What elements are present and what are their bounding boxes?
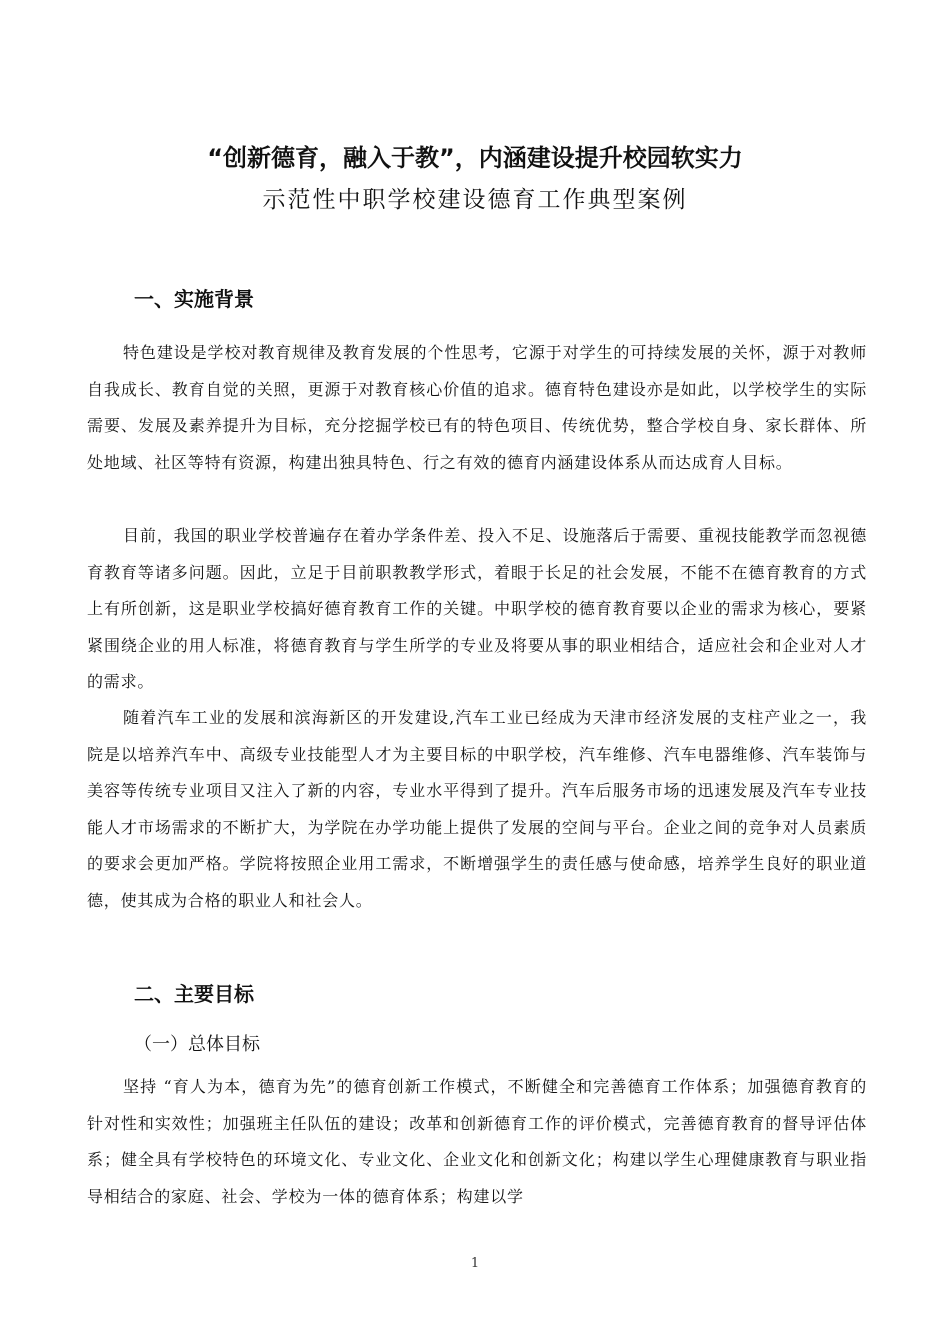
document-title: “创新德育，融入于教”，内涵建设提升校园软实力 xyxy=(207,144,743,172)
section-heading-goals: 二、主要目标 xyxy=(134,982,254,1006)
section-heading-background: 一、实施背景 xyxy=(134,287,254,311)
subsection-heading-overall-goal: （一）总体目标 xyxy=(134,1034,260,1055)
paragraph-background-1: 特色建设是学校对教育规律及教育发展的个性思考，它源于对学生的可持续发展的关怀，源于对教师自我成长、教育自觉的关照，更源于对教育核心价值的追求。德育特色建设亦是如此，以学校学生的实际需要、发展及素养提升为目标，充分挖掘学校已有的特色项目、传统优势，整合学校自身、家长群体、所处地域、社区等特有资源，构建出独具特色、行之有效的德育内涵建设体系从而达成育人目标。 xyxy=(87,343,867,472)
document-subtitle: 示范性中职学校建设德育工作典型案例 xyxy=(262,187,688,213)
paragraph-background-2: 目前，我国的职业学校普遍存在着办学条件差、投入不足、设施落后于需要、重视技能教学而忽视德育教育等诸多问题。因此，立足于目前职教教学形式，着眼于长足的社会发展，不能不在德育教育的方式上有所创新，这是职业学校搞好德育教育工作的关键。中职学校的德育教育要以企业的需求为核心，要紧紧围绕企业的用人标准，将德育教育与学生所学的专业及将要从事的职业相结合，适应社会和企业对人才的需求。 xyxy=(87,526,867,692)
page-number: 1 xyxy=(470,1256,480,1271)
paragraph-overall-goal: 坚持 “育人为本，德育为先”的德育创新工作模式，不断健全和完善德育工作体系；加强德育教育的针对性和实效性；加强班主任队伍的建设；改革和创新德育工作的评价模式，完善德育教育的督导评估体系；健全具有学校特色的环境文化、专业文化、企业文化和创新文化；构建以学生心理健康教育与职业指导相结合的家庭、社会、学校为一体的德育体系；构建以学 xyxy=(87,1077,867,1206)
paragraph-background-3: 随着汽车工业的发展和滨海新区的开发建设,汽车工业已经成为天津市经济发展的支柱产业之一，我院是以培养汽车中、高级专业技能型人才为主要目标的中职学校，汽车维修、汽车电器维修、汽车装饰与美容等传统专业项目又注入了新的内容，专业水平得到了提升。汽车后服务市场的迅速发展及汽车专业技能人才市场需求的不断扩大，为学院在办学功能上提供了发展的空间与平台。企业之间的竞争对人员素质的要求会更加严格。学院将按照企业用工需求，不断增强学生的责任感与使命感，培养学生良好的职业道德，使其成为合格的职业人和社会人。 xyxy=(87,708,867,910)
